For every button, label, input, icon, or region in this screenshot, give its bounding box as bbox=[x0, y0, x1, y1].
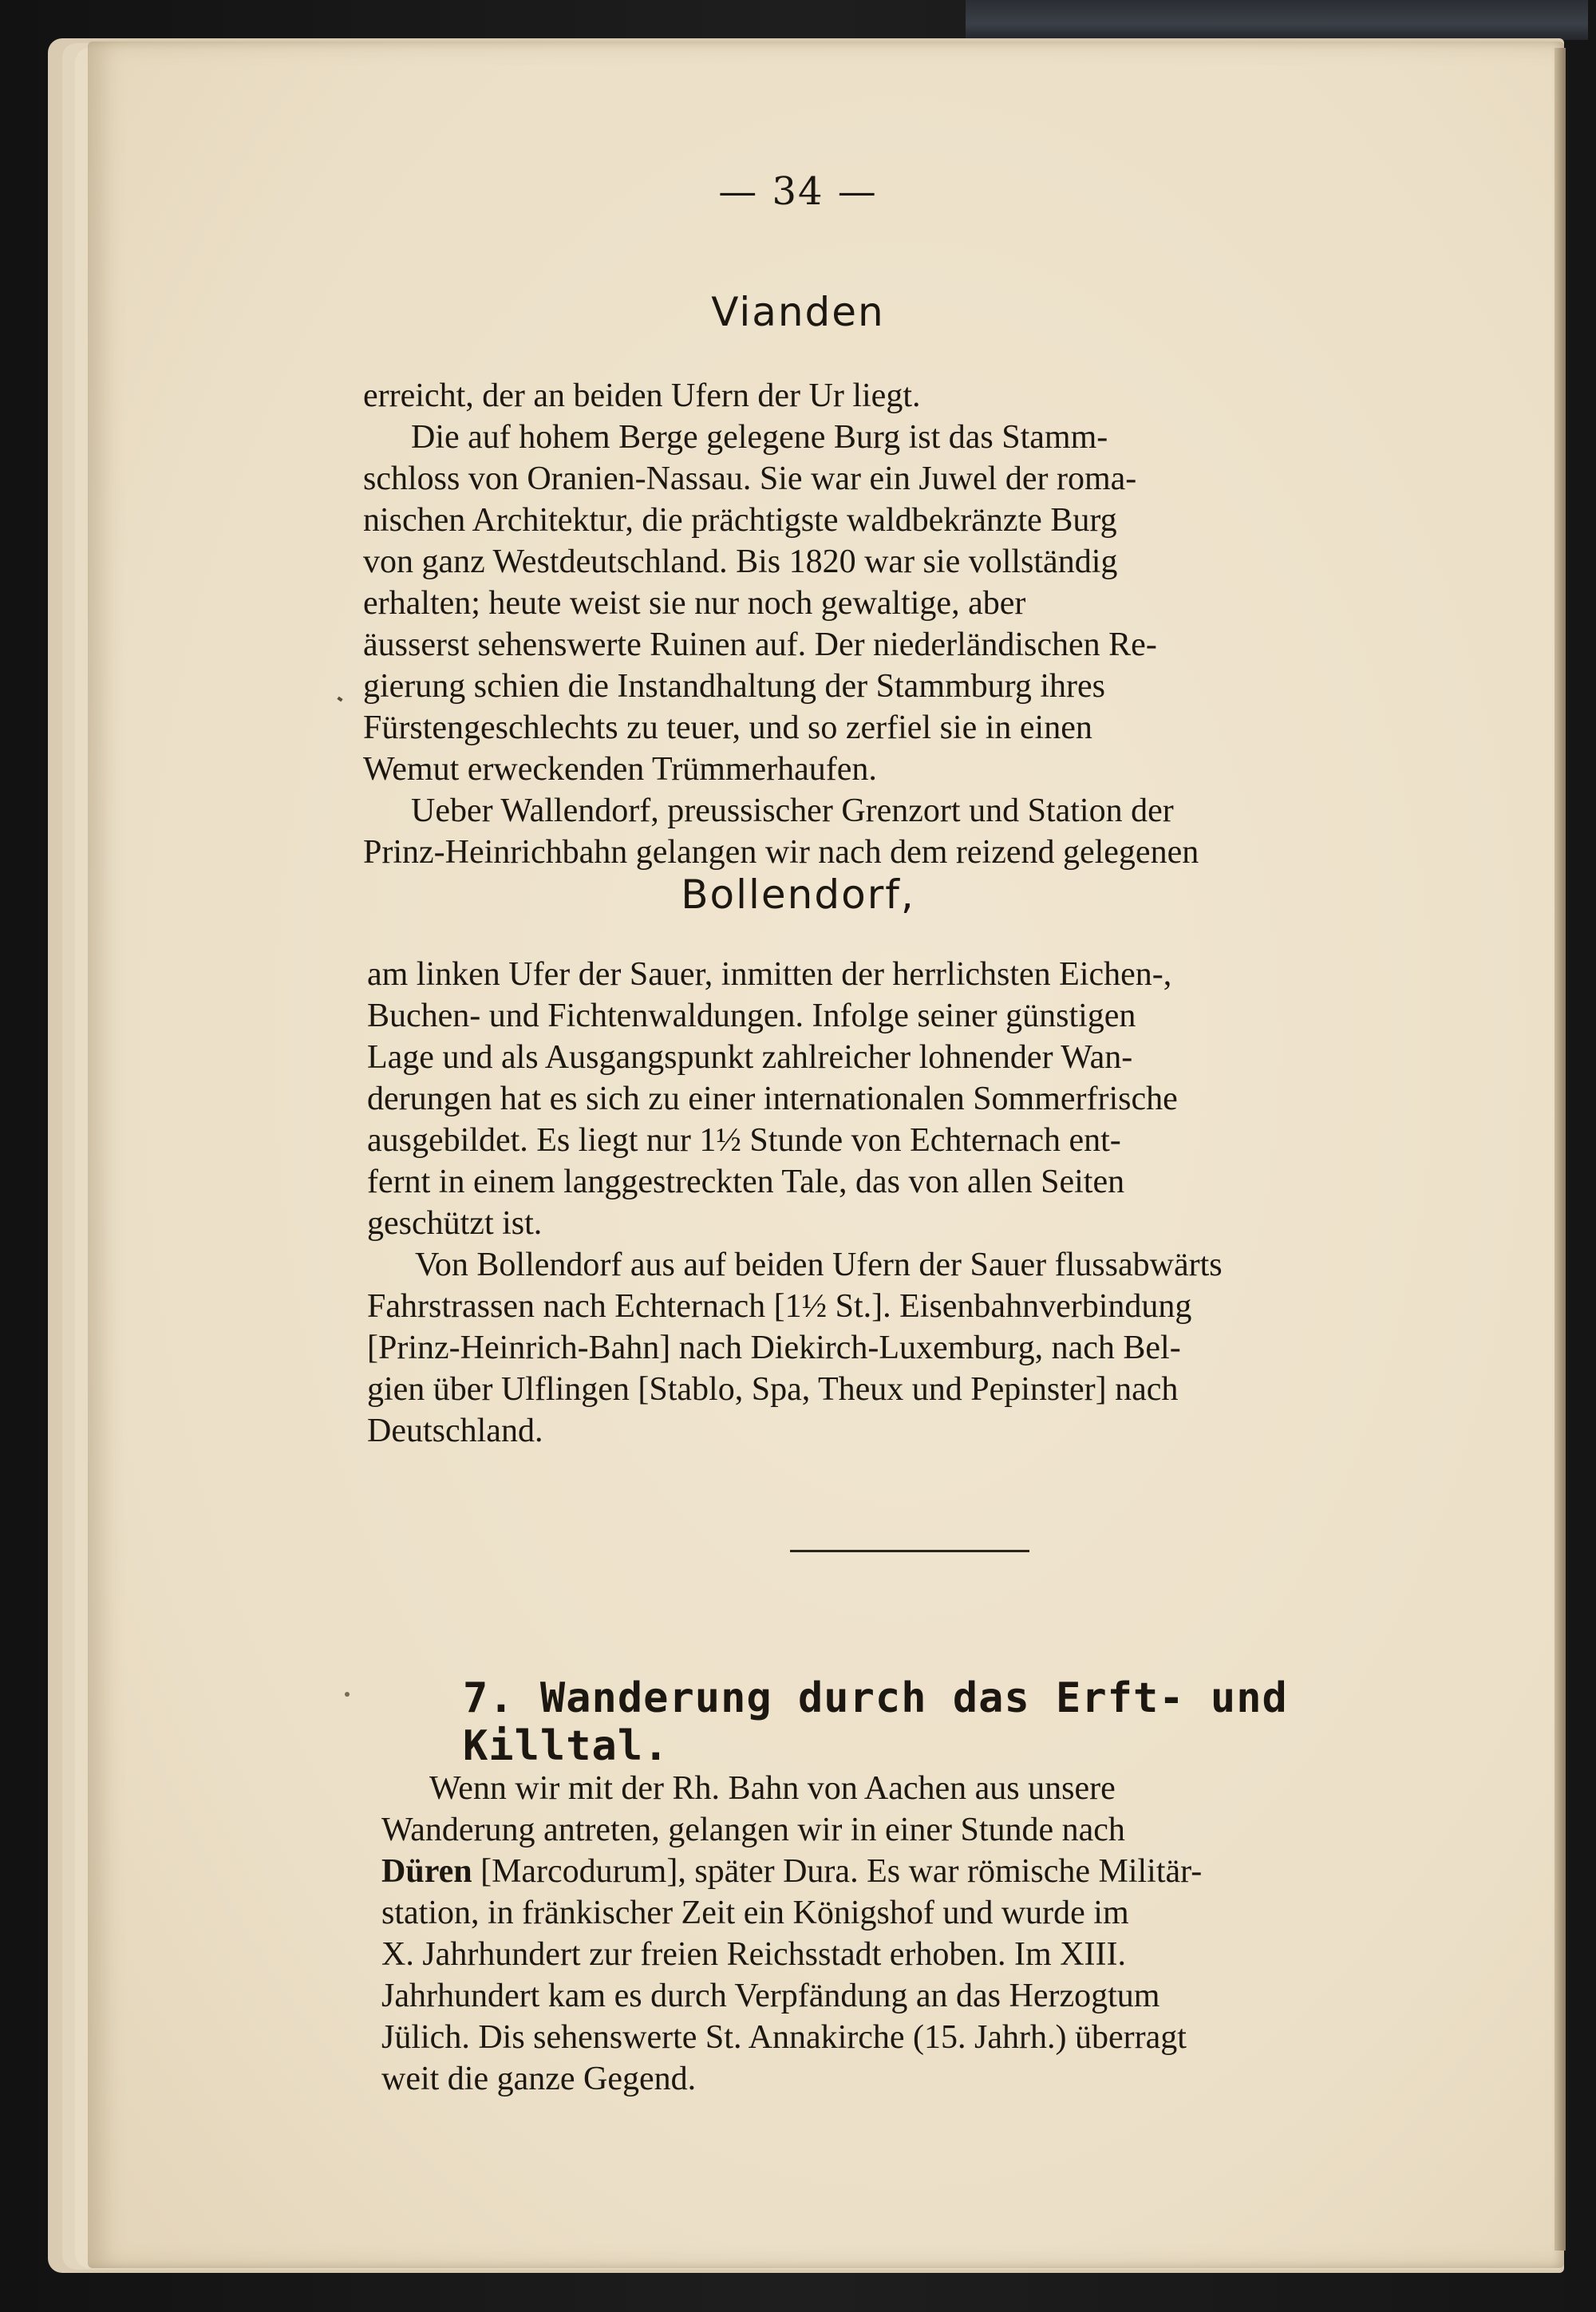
text-line: Deutschland. bbox=[367, 1413, 543, 1449]
text-line: ausgebildet. Es liegt nur 1½ Stunde von Echternach ent- bbox=[367, 1122, 1121, 1159]
text-line: Prinz-Heinrichbahn gelangen wir nach dem reizend gelegenen bbox=[363, 834, 1199, 871]
paragraph-vianden bbox=[363, 375, 1436, 873]
text-line: erhalten; heute weist sie nur noch gewaltige, aber bbox=[363, 585, 1026, 622]
text-line: Wemut erweckenden Trümmerhaufen. bbox=[363, 751, 877, 788]
text-line: gien über Ulflingen [Stablo, Spa, Theux und Pepinster] nach bbox=[367, 1371, 1179, 1408]
text-line: Wanderung antreten, gelangen wir in einer Stunde nach bbox=[381, 1812, 1125, 1848]
text-line: Fürstengeschlechts zu teuer, und so zerfiel sie in einen bbox=[363, 709, 1092, 746]
page-edge bbox=[1555, 48, 1566, 2251]
text-line: erreicht, der an beiden Ufern der Ur liegt. bbox=[363, 377, 921, 414]
text-line: Jahrhundert kam es durch Verpfändung an das Herzogtum bbox=[381, 1978, 1160, 2014]
text-line: schloss von Oranien-Nassau. Sie war ein Juwel der roma- bbox=[363, 460, 1137, 497]
text-line: gierung schien die Instandhaltung der Stammburg ihres bbox=[363, 668, 1106, 705]
page-number: — 34 — bbox=[718, 169, 878, 214]
text-line: Ueber Wallendorf, preussischer Grenzort und Station der bbox=[411, 792, 1174, 829]
margin-speck bbox=[345, 1692, 350, 1697]
section-divider bbox=[790, 1550, 1029, 1552]
text-line-content: Die auf hohem Berge gelegene Burg ist das Stamm- bbox=[411, 419, 1108, 456]
text-line: von ganz Westdeutschland. Bis 1820 war sie vollständig bbox=[363, 543, 1118, 580]
text-line: [Prinz-Heinrich-Bahn] nach Diekirch-Luxemburg, nach Bel- bbox=[367, 1330, 1181, 1366]
text-line: Fahrstrassen nach Echternach [1½ St.]. Eisenbahnverbindung bbox=[367, 1288, 1192, 1325]
text-line: fernt in einem langgestreckten Tale, das von allen Seiten bbox=[367, 1164, 1125, 1200]
text-line bbox=[381, 1851, 1455, 1892]
text-line: X. Jahrhundert zur freien Reichsstadt erhoben. Im XIII. bbox=[381, 1936, 1127, 1973]
paragraph-bollendorf bbox=[367, 954, 1440, 1452]
text-line-rest: [Marcodurum], später Dura. Es war römische Militär- bbox=[472, 1853, 1203, 1890]
text-line: am linken Ufer der Sauer, inmitten der herrlichsten Eichen-, bbox=[367, 956, 1172, 993]
text-line: Jülich. Dis sehenswerte St. Annakirche (15. Jahrh.) überragt bbox=[381, 2019, 1187, 2056]
text-line: Wenn wir mit der Rh. Bahn von Aachen aus unsere bbox=[429, 1770, 1116, 1807]
text-line: weit die ganze Gegend. bbox=[381, 2061, 697, 2097]
text-line: geschützt ist. bbox=[367, 1205, 543, 1242]
section-title-wanderung: 7. Wanderung durch das Erft- und Killtal. bbox=[463, 1674, 1288, 1770]
text-line: station, in fränkischer Zeit ein Königshof und wurde im bbox=[381, 1895, 1129, 1931]
bold-place-name: Düren bbox=[381, 1853, 472, 1890]
paragraph-wanderung bbox=[381, 1768, 1455, 2100]
text-line: Lage und als Ausgangspunkt zahlreicher lohnender Wan- bbox=[367, 1039, 1133, 1076]
text-line bbox=[363, 417, 1436, 458]
heading-bollendorf: Bollendorf, bbox=[681, 871, 915, 918]
text-line: Von Bollendorf aus auf beiden Ufern der Sauer flussabwärts bbox=[415, 1247, 1223, 1283]
book-cover-edge bbox=[966, 0, 1588, 40]
text-line: äusserst sehenswerte Ruinen auf. Der niederländischen Re- bbox=[363, 626, 1157, 663]
text-line: Buchen- und Fichtenwaldungen. Infolge seiner günstigen bbox=[367, 998, 1136, 1034]
text-line: nischen Architektur, die prächtigste waldbekränzte Burg bbox=[363, 502, 1117, 539]
heading-vianden: Vianden bbox=[711, 289, 885, 335]
text-line: derungen hat es sich zu einer internationalen Sommerfrische bbox=[367, 1081, 1178, 1117]
